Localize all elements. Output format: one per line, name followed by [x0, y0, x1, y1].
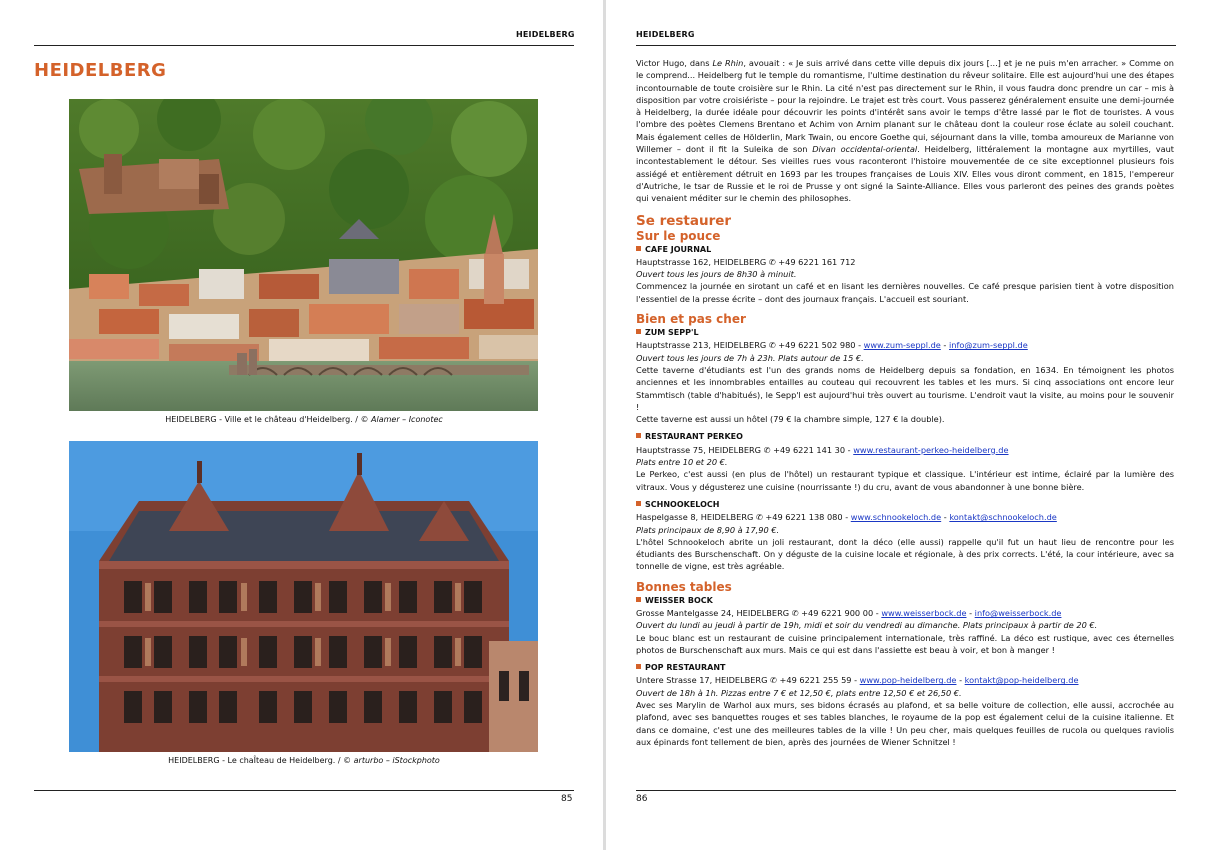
restaurant-entry — [636, 595, 1174, 656]
photo-caption-2 — [40, 756, 568, 765]
restaurant-note: Cette taverne est aussi un hôtel (79 € la chambre simple, 127 € la double). — [636, 414, 945, 425]
subsection-heading: Bonnes tables — [636, 579, 732, 594]
restaurant-address: Haspelgasse 8, HEIDELBERG ✆ +49 6221 138 080 - www.schnookeloch.de - kontakt@schnookeloch.de — [636, 512, 1057, 523]
website-link[interactable]: www.weisserbock.de — [881, 607, 967, 618]
page-body — [636, 57, 1174, 748]
address-text: Untere Strasse 17, HEIDELBERG ✆ +49 6221 255 59 - — [636, 675, 860, 686]
restaurant-hours: Ouvert du lundi au jeudi à partir de 19h, midi et soir du vendredi au dimanche. Plats principaux à partir de 20 €. — [636, 620, 1098, 631]
caption-credit: © Alamer – Iconotec — [360, 415, 443, 424]
bullet-square-icon — [636, 246, 641, 251]
intro-text: Victor Hugo, dans — [636, 58, 713, 68]
restaurant-entry — [636, 431, 1174, 492]
restaurant-name — [636, 327, 1174, 339]
address-text: Hauptstrasse 213, HEIDELBERG ✆ +49 6221 502 980 - — [636, 340, 864, 351]
restaurant-address: Grosse Mantelgasse 24, HEIDELBERG ✆ +49 6221 900 00 - www.weisserbock.de - info@weisserbock.de — [636, 607, 1062, 618]
website-link[interactable]: www.zum-seppl.de — [863, 340, 941, 351]
intro-text: , avouait : « Je suis arrivé dans cette ville depuis dix jours [...] et je ne puis m'en arracher. » Comme on le comprend... Heidelberg fut le temple du romantisme, l'ultime destination du rêveur solitaire. Elle est aujourd'hui une des étapes incontournable de toute croisière sur le Rhin. La cité n'est pas directement sur le Rhin, il vous faudra donc prendre un car – mis à disposition par votre croisiériste – pour la rejoindre. Le trajet est très court. Vous passerez généralement ensuite une demi-journée à Heidelberg, la durée idéale pour découvrir les points d'intérêt sans avoir le temps d'être lassé par le flot de touristes. A vous l'ombre des poètes Clemens Brentano et Achim von Arnim planant sur le château dont la couleur rose éclate au soleil couchant. Mais également celles de Hölderlin, Mark Twain, ou encore Goethe qui, séjournant dans la ville, tomba amoureux de Marianne von Willemer – dont il fit la Suleika de son — [636, 58, 1174, 155]
bullet-square-icon — [636, 433, 641, 438]
subsection-heading: Sur le pouce — [636, 228, 721, 243]
email-link[interactable]: info@zum-seppl.de — [949, 340, 1028, 351]
left-page — [0, 0, 603, 850]
restaurant-description: L'hôtel Schnookeloch abrite un joli restaurant, dont la déco (elle aussi) rappelle qu'il fut un haut lieu de rencontre pour les étudiants des Burschenschaft. On y déguste de la cuisine locale et régionale, à des prix corrects. L'été, la cour intérieure, avec sa tonnelle de vigne, est très agréable. — [636, 536, 1174, 572]
restaurant-hours: Ouvert de 18h à 1h. Pizzas entre 7 € et 12,50 €, plats entre 12,50 € et 26,50 €. — [636, 687, 962, 698]
restaurant-name — [636, 662, 1174, 674]
caption-text: HEIDELBERG - Ville et le château d'Heidelberg. / — [165, 415, 361, 424]
email-link[interactable]: kontakt@schnookeloch.de — [949, 512, 1057, 523]
subsection-heading: Bien et pas cher — [636, 312, 746, 327]
address-text: Grosse Mantelgasse 24, HEIDELBERG ✆ +49 6221 900 00 - — [636, 607, 882, 618]
caption-text: HEIDELBERG - Le chaÎteau de Heidelberg. / — [168, 756, 344, 765]
restaurant-description: Cette taverne d'étudiants est l'un des grands noms de Heidelberg depuis sa fondation, en 1634. En témoignent les photos anciennes et les innombrables entailles au couteau qui recouvrent les tables et les murs. Si cinq associations ont encore leur Stammtisch (table d'habitués), le Sepp'l est aujourd'hui très ouvert au tourisme. L'endroit vaut la visite, au moins pour le souvenir ! — [636, 364, 1174, 412]
page-number: 86 — [636, 794, 648, 804]
page-title: HEIDELBERG — [34, 60, 167, 81]
bullet-square-icon — [636, 501, 641, 506]
right-page — [606, 0, 1209, 850]
restaurant-name-text: CAFE JOURNAL — [645, 244, 712, 254]
intro-text: . Heidelberg, littéralement la montagne aux myrtilles, vaut incontestablement le détour. Ses vieilles rues vous raconteront l'histoire mouvementée de ce site exceptionnel plusieurs fois assiégé et entièrement détruit en 1693 par les troupes françaises de Louis XIV. Elles vous diront comment, en 1815, l'empereur d'Autriche, le tsar de Russie et le roi de Prusse y ont signé la Sainte-Alliance. Elles vous parleront des peines des grands poètes qui venaient méditer sur le chemin des philosophes. — [636, 144, 1175, 204]
running-head: HEIDELBERG — [516, 30, 575, 39]
restaurant-hours: Plats principaux de 8,90 à 17,90 €. — [636, 524, 780, 535]
running-head: HEIDELBERG — [636, 30, 695, 39]
restaurant-name — [636, 595, 1174, 607]
restaurant-entry — [636, 244, 1174, 305]
book-title: Le Rhin — [712, 58, 744, 68]
caption-credit: © arturbo – iStockphoto — [343, 756, 440, 765]
restaurant-entry — [636, 662, 1174, 748]
restaurant-entry — [636, 499, 1174, 573]
restaurant-description: Le Perkeo, c'est aussi (en plus de l'hôtel) un restaurant typique et classique. L'intérieur est intime, éclairé par la lumière des vitraux. Vous y dégusterez une cuisine (nourrissante !) du cru, avant de vous abandonner à une bonne bière. — [636, 469, 1174, 492]
section-heading: Se restaurer — [636, 212, 732, 229]
restaurant-name — [636, 244, 1174, 256]
intro-paragraph — [636, 57, 1174, 205]
address-text: Hauptstrasse 162, HEIDELBERG ✆ +49 6221 161 712 — [636, 256, 856, 267]
address-text: Haspelgasse 8, HEIDELBERG ✆ +49 6221 138 080 - — [636, 512, 851, 523]
restaurant-address: Untere Strasse 17, HEIDELBERG ✆ +49 6221 255 59 - www.pop-heidelberg.de - kontakt@pop-heidelberg.de — [636, 675, 1079, 686]
address-text: Hauptstrasse 75, HEIDELBERG ✆ +49 6221 141 30 - — [636, 444, 854, 455]
bullet-square-icon — [636, 597, 641, 602]
restaurant-address — [636, 256, 1174, 268]
restaurant-groups — [636, 229, 1174, 749]
page-number: 85 — [561, 794, 573, 804]
email-link[interactable]: kontakt@pop-heidelberg.de — [964, 675, 1079, 686]
footer-rule — [34, 790, 574, 791]
photo-caption-1 — [40, 415, 568, 424]
website-link[interactable]: www.pop-heidelberg.de — [859, 675, 957, 686]
restaurant-description: Commencez la journée en sirotant un café et en lisant les dernières nouvelles. Ce café presque parisien tient à votre disposition l'essentiel de la presse écrite – dont des journaux français. L'accueil est souriant. — [636, 281, 1174, 304]
restaurant-name-text: POP RESTAURANT — [645, 663, 726, 673]
heidelberg-town-photo — [69, 99, 538, 411]
email-link[interactable]: info@weisserbock.de — [974, 607, 1062, 618]
restaurant-description: Le bouc blanc est un restaurant de cuisine principalement internationale, très raffiné. La déco est rustique, avec ces éternelles photos de Burschenschaft aux murs. Mais ce qui est dans l'assiette est beau à voir, et bon à manger ! — [636, 632, 1174, 655]
restaurant-name — [636, 499, 1174, 511]
restaurant-hours: Ouvert tous les jours de 8h30 à minuit. — [636, 269, 797, 280]
restaurant-entry — [636, 327, 1174, 425]
restaurant-address — [636, 444, 1174, 456]
restaurant-name-text: WEISSER BOCK — [645, 595, 713, 605]
bullet-square-icon — [636, 664, 641, 669]
header-rule — [636, 45, 1176, 46]
restaurant-address: Hauptstrasse 213, HEIDELBERG ✆ +49 6221 502 980 - www.zum-seppl.de - info@zum-seppl.de — [636, 340, 1028, 351]
restaurant-name-text: ZUM SEPP'L — [645, 328, 699, 338]
restaurant-name-text: RESTAURANT PERKEO — [645, 432, 743, 442]
footer-rule — [636, 790, 1176, 791]
restaurant-hours: Ouvert tous les jours de 7h à 23h. Plats autour de 15 €. — [636, 352, 864, 363]
restaurant-hours: Plats entre 10 et 20 €. — [636, 457, 728, 468]
restaurant-name — [636, 431, 1174, 443]
restaurant-name-text: SCHNOOKELOCH — [645, 499, 720, 509]
book-title: Divan occidental-oriental — [812, 144, 918, 155]
website-link[interactable]: www.restaurant-perkeo-heidelberg.de — [853, 444, 1009, 455]
bullet-square-icon — [636, 329, 641, 334]
header-rule — [34, 45, 574, 46]
website-link[interactable]: www.schnookeloch.de — [850, 512, 942, 523]
restaurant-description: Avec ses Marylin de Warhol aux murs, ses bidons écrasés au plafond, et sa belle voiture de collection, elle aussi, accrochée au plafond, avec ses banquettes rouges et ses tables blanches, le royaume de la pop est également celui de la cuisine italienne. Et dans ce domaine, c'est une des meilleures tables de la ville ! Un peu cher, mais quelques feuilles de rucola ou quelques raviolis aux épinards font tellement de bien, après des journées de Wiener Schnitzel ! — [636, 700, 1174, 747]
castle-facade-photo — [69, 441, 538, 752]
